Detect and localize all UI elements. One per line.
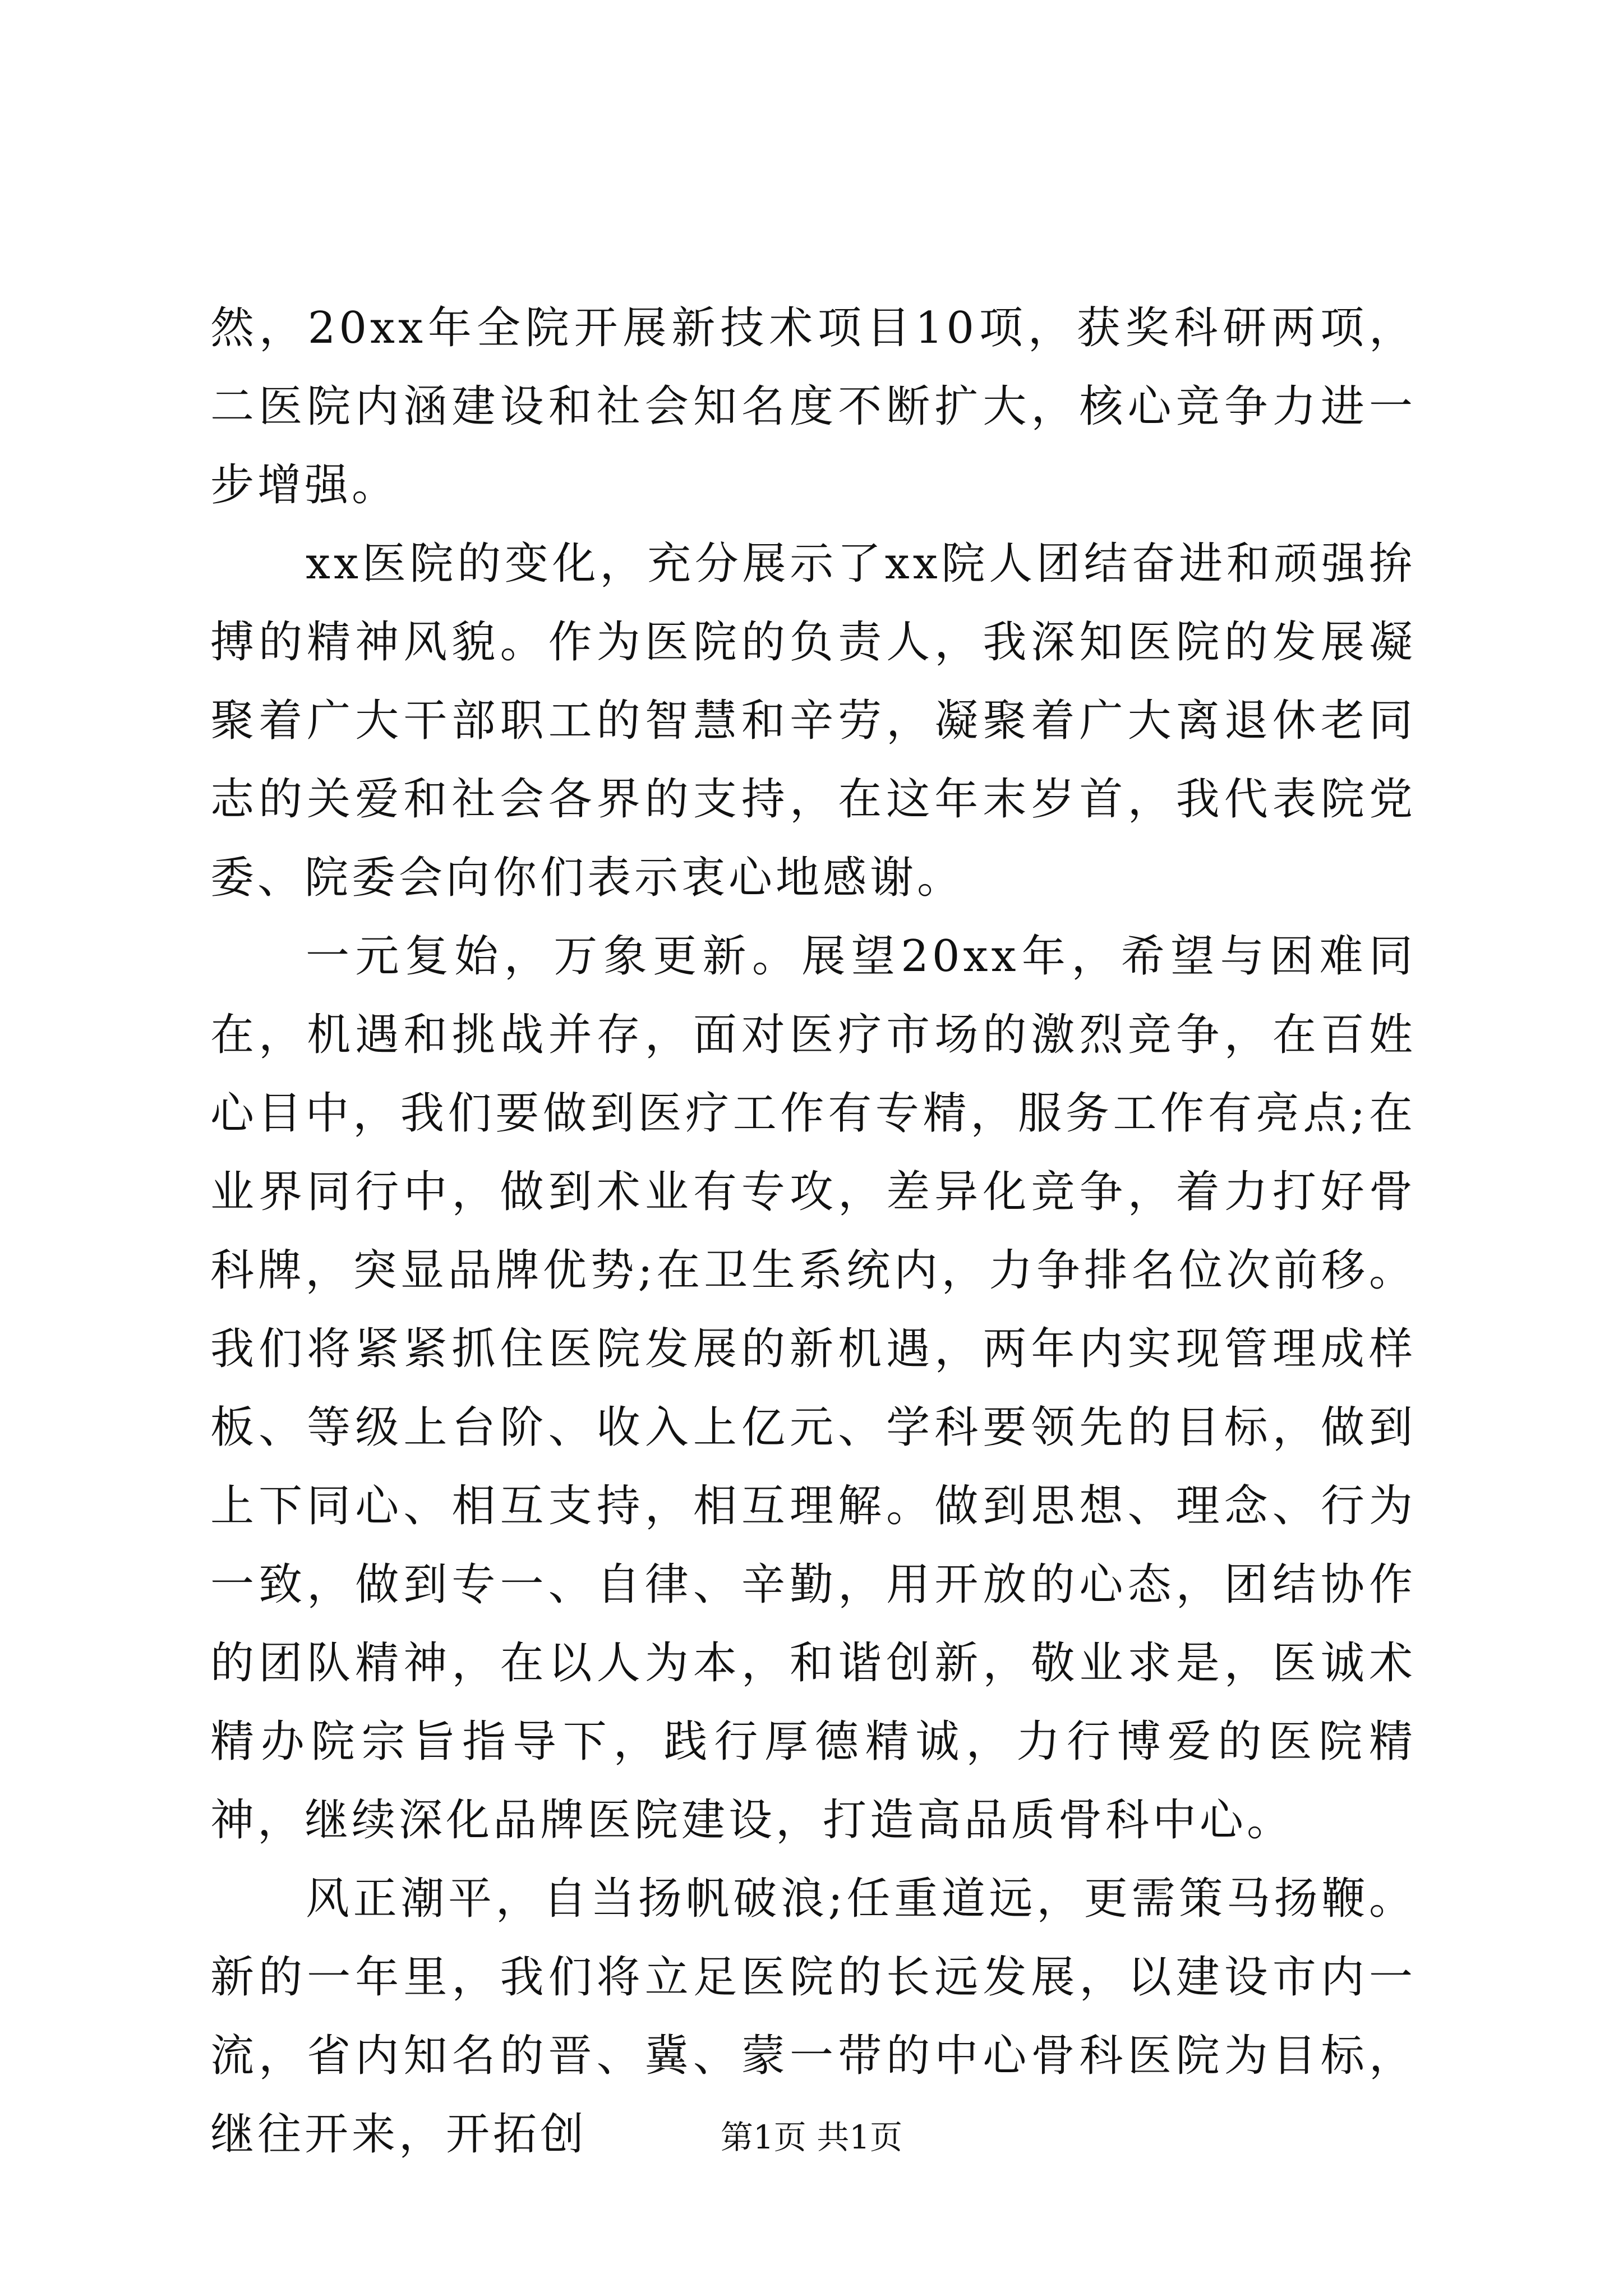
paragraph-2: xx医院的变化，充分展示了xx院人团结奋进和顽强拚搏的精神风貌。作为医院的负责人，我深知医院的发展凝聚着广大干部职工的智慧和辛劳，凝聚着广大离退休老同志的关爱和社会各界的支持，在这年末岁首，我代表院党委、院委会向你们表示衷心地感谢。 xyxy=(210,539,1416,903)
paragraph-1: 然，20xx年全院开展新技术项目10项，获奖科研两项，二医院内涵建设和社会知名度不断扩大，核心竞争力进一步增强。 xyxy=(210,303,1416,510)
paragraph-3: 一元复始，万象更新。展望20xx年，希望与困难同在，机遇和挑战并存，面对医疗市场的激烈竞争，在百姓心目中，我们要做到医疗工作有专精，服务工作有亮点;在业界同行中，做到术业有专攻，差异化竞争，着力打好骨科牌，突显品牌优势;在卫生系统内，力争排名位次前移。我们将紧紧抓住医院发展的新机遇，两年内实现管理成样板、等级上台阶、收入上亿元、学科要领先的目标，做到上下同心、相互支持，相互理解。做到思想、理念、行为一致，做到专一、自律、辛勤，用开放的心态，团结协作的团队精神，在以人为本，和谐创新，敬业求是，医诚术精办院宗旨指导下，践行厚德精诚，力行博爱的医院精神，继续深化品牌医院建设，打造高品质骨科中心。 xyxy=(210,931,1416,1846)
document-body xyxy=(210,289,1416,2174)
page-footer: 第1页 共1页 xyxy=(720,2118,903,2156)
paragraph-4: 风正潮平，自当扬帆破浪;任重道远，更需策马扬鞭。新的一年里，我们将立足医院的长远发展，以建设市内一流，省内知名的晋、冀、蒙一带的中心骨科医院为目标，继往开来，开拓创 xyxy=(210,1874,1416,2160)
